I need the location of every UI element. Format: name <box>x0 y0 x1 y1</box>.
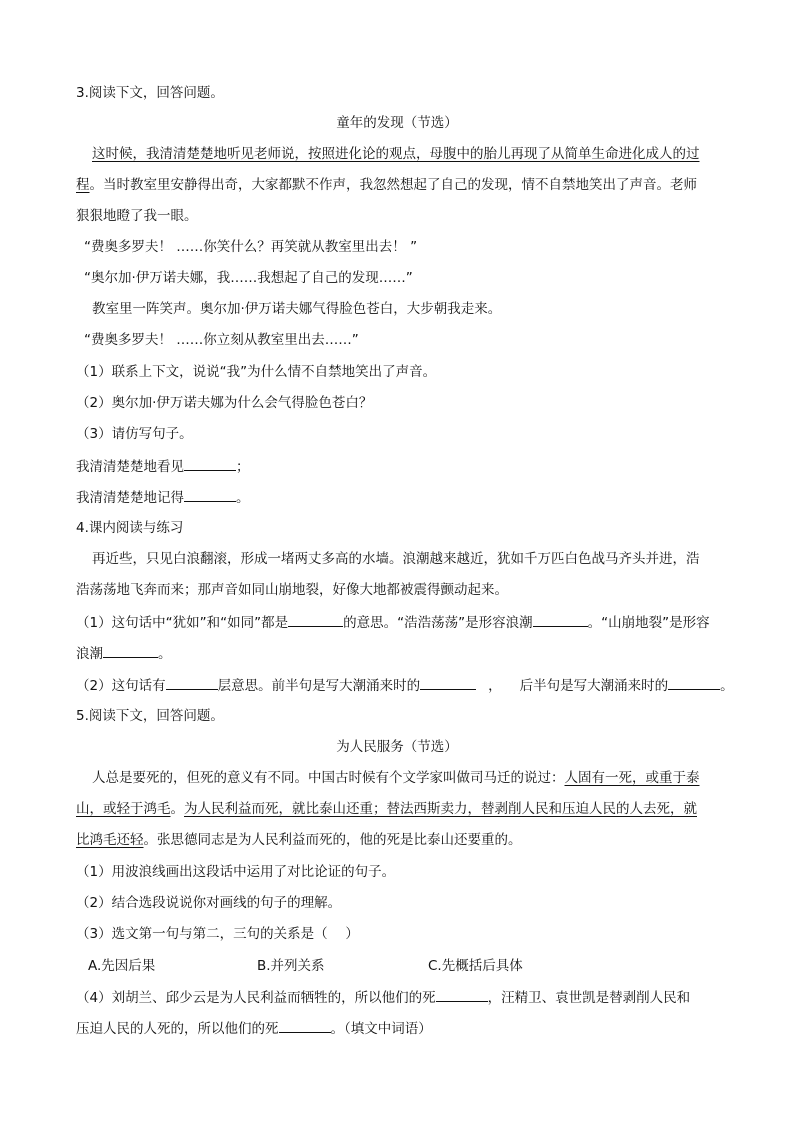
q3-sub-question-1: （1）联系上下文，说说“我”为什么情不自禁地笑出了声音。 <box>76 364 437 380</box>
q4-heading: 4.课内阅读与练习 <box>76 520 184 536</box>
answer-blank[interactable] <box>184 487 236 502</box>
q3-imitation-2-suffix: 。 <box>236 490 250 506</box>
q5-underlined-quote-end: 山，或轻于鸿毛 <box>76 801 171 817</box>
q5-para-line2 <box>76 799 697 819</box>
q5-underlined-quote: 人固有一死，或重于泰 <box>564 770 700 786</box>
q4-s1-part-a: （1）这句话中“犹如”和“如同”都是 <box>76 615 289 631</box>
q3-dialogue-2: “奥尔加·伊万诺夫娜，我……我想起了自己的发现……” <box>84 270 413 286</box>
answer-blank[interactable] <box>436 987 488 1002</box>
q3-sub-question-2: （2）奥尔加·伊万诺夫娜为什么会气得脸色苍白？ <box>76 395 373 411</box>
q4-s2-part-b: 层意思。前半句是写大潮涌来时的 <box>217 678 421 694</box>
q4-s1-part-d: 浪潮 <box>76 646 103 662</box>
q3-dialogue-4: “费奥多罗夫！ ……你立刻从教室里出去……” <box>84 332 359 348</box>
q4-para-line1: 再近些，只见白浪翻滚，形成一堵两丈多高的水墙。浪潮越来越近，犹如千万匹白色战马齐头并进，浩 <box>92 551 700 567</box>
answer-blank[interactable] <box>533 612 588 627</box>
q4-sub-question-1 <box>76 612 710 633</box>
q5-s4-part-b: ，汪精卫、袁世凯是替剥削人民和 <box>487 990 691 1006</box>
q4-s1-part-e: 。 <box>158 646 172 662</box>
q3-para1-line2 <box>76 175 697 195</box>
q3-dialogue-3: 教室里一阵笑声。奥尔加·伊万诺夫娜气得脸色苍白，大步朝我走来。 <box>92 301 502 317</box>
q3-imitation-2 <box>76 487 250 508</box>
q4-s1-part-b: 的意思。“浩浩荡荡”是形容浪潮 <box>343 615 533 631</box>
q3-para1-line2-text: 。当时教室里安静得出奇，大家都默不作声，我忽然想起了自己的发现，情不自禁地笑出了声音。老师 <box>89 177 697 193</box>
q3-underlined-end: 程 <box>76 177 90 193</box>
q4-s1-part-c: 。“山崩地裂”是形容 <box>587 615 710 631</box>
q5-para-line3-text: 。张思德同志是为人民利益而死的，他的死是比泰山还要重的。 <box>143 832 522 848</box>
q3-sub-question-3: （3）请仿写句子。 <box>76 426 193 442</box>
answer-blank[interactable] <box>288 612 343 627</box>
answer-blank[interactable] <box>166 675 218 690</box>
q3-imitation-2-prefix: 我清清楚楚地记得 <box>76 490 184 506</box>
answer-blank[interactable] <box>668 675 720 690</box>
q5-para-line2-period: 。 <box>170 801 184 817</box>
q3-dialogue-1: “费奥多罗夫！ ……你笑什么？再笑就从教室里出去！ ” <box>84 239 418 255</box>
q5-option-a[interactable]: A.先因后果 <box>88 958 156 974</box>
q5-sub-question-2: （2）结合选段说说你对画线的句子的理解。 <box>76 895 342 911</box>
q5-passage-title: 为人民服务（节选） <box>336 739 458 755</box>
q5-sub-question-4 <box>76 987 690 1008</box>
q5-option-c[interactable]: C.先概括后具体 <box>428 958 523 974</box>
q4-s2-part-d: 后半句是写大潮涌来时的 <box>519 678 669 694</box>
q3-imitation-1-suffix: ； <box>236 459 250 475</box>
q5-para-line3 <box>76 830 522 850</box>
q5-heading: 5.阅读下文，回答问题。 <box>76 708 224 724</box>
answer-blank[interactable] <box>420 675 476 690</box>
q5-s4-part-c: 压迫人民的人死的，所以他们的死 <box>76 1021 279 1037</box>
q5-sub-question-1: （1）用波浪线画出这段话中运用了对比论证的句子。 <box>76 864 396 880</box>
q3-passage-title: 童年的发现（节选） <box>336 115 458 131</box>
answer-blank[interactable] <box>184 456 236 471</box>
q5-s4-part-d: 。（填文中词语） <box>330 1021 432 1037</box>
q5-option-b[interactable]: B.并列关系 <box>257 958 325 974</box>
q4-s2-part-c: ， <box>488 678 502 694</box>
q5-underlined-contrast-end: 比鸿毛还轻 <box>76 832 144 848</box>
q5-s4-part-a: （4）刘胡兰、邱少云是为人民利益而牺牲的，所以他们的死 <box>76 990 436 1006</box>
q4-s2-part-a: （2）这句话有 <box>76 678 166 694</box>
q4-sub-question-1-cont <box>76 643 172 664</box>
answer-blank[interactable] <box>103 643 158 658</box>
q3-para1-line3: 狠狠地瞪了我一眼。 <box>76 208 198 224</box>
q5-sub-question-4-cont <box>76 1018 432 1039</box>
q3-para1-line1 <box>92 144 700 164</box>
answer-blank[interactable] <box>279 1018 331 1033</box>
q3-underlined-sentence: 这时候，我清清楚楚地听见老师说，按照进化论的观点，母腹中的胎儿再现了从简单生命进化成人的过 <box>92 146 700 162</box>
q5-underlined-contrast: 为人民利益而死，就比泰山还重；替法西斯卖力，替剥削人民和压迫人民的人去死，就 <box>184 801 697 817</box>
q4-para-line2: 浩荡荡地飞奔而来；那声音如同山崩地裂，好像大地都被震得颤动起来。 <box>76 582 508 598</box>
q3-heading: 3.阅读下文，回答问题。 <box>76 85 224 101</box>
q5-sub-question-3: （3）选文第一句与第二，三句的关系是（ ） <box>76 926 359 942</box>
q5-para-line1-text: 人总是要死的，但死的意义有不同。中国古时候有个文学家叫做司马迁的说过： <box>92 770 565 786</box>
q3-imitation-1-prefix: 我清清楚楚地看见 <box>76 459 184 475</box>
q5-para-line1 <box>92 768 700 788</box>
q4-s2-part-e: 。 <box>720 678 734 694</box>
q3-imitation-1 <box>76 456 250 477</box>
q4-sub-question-2 <box>76 675 734 696</box>
